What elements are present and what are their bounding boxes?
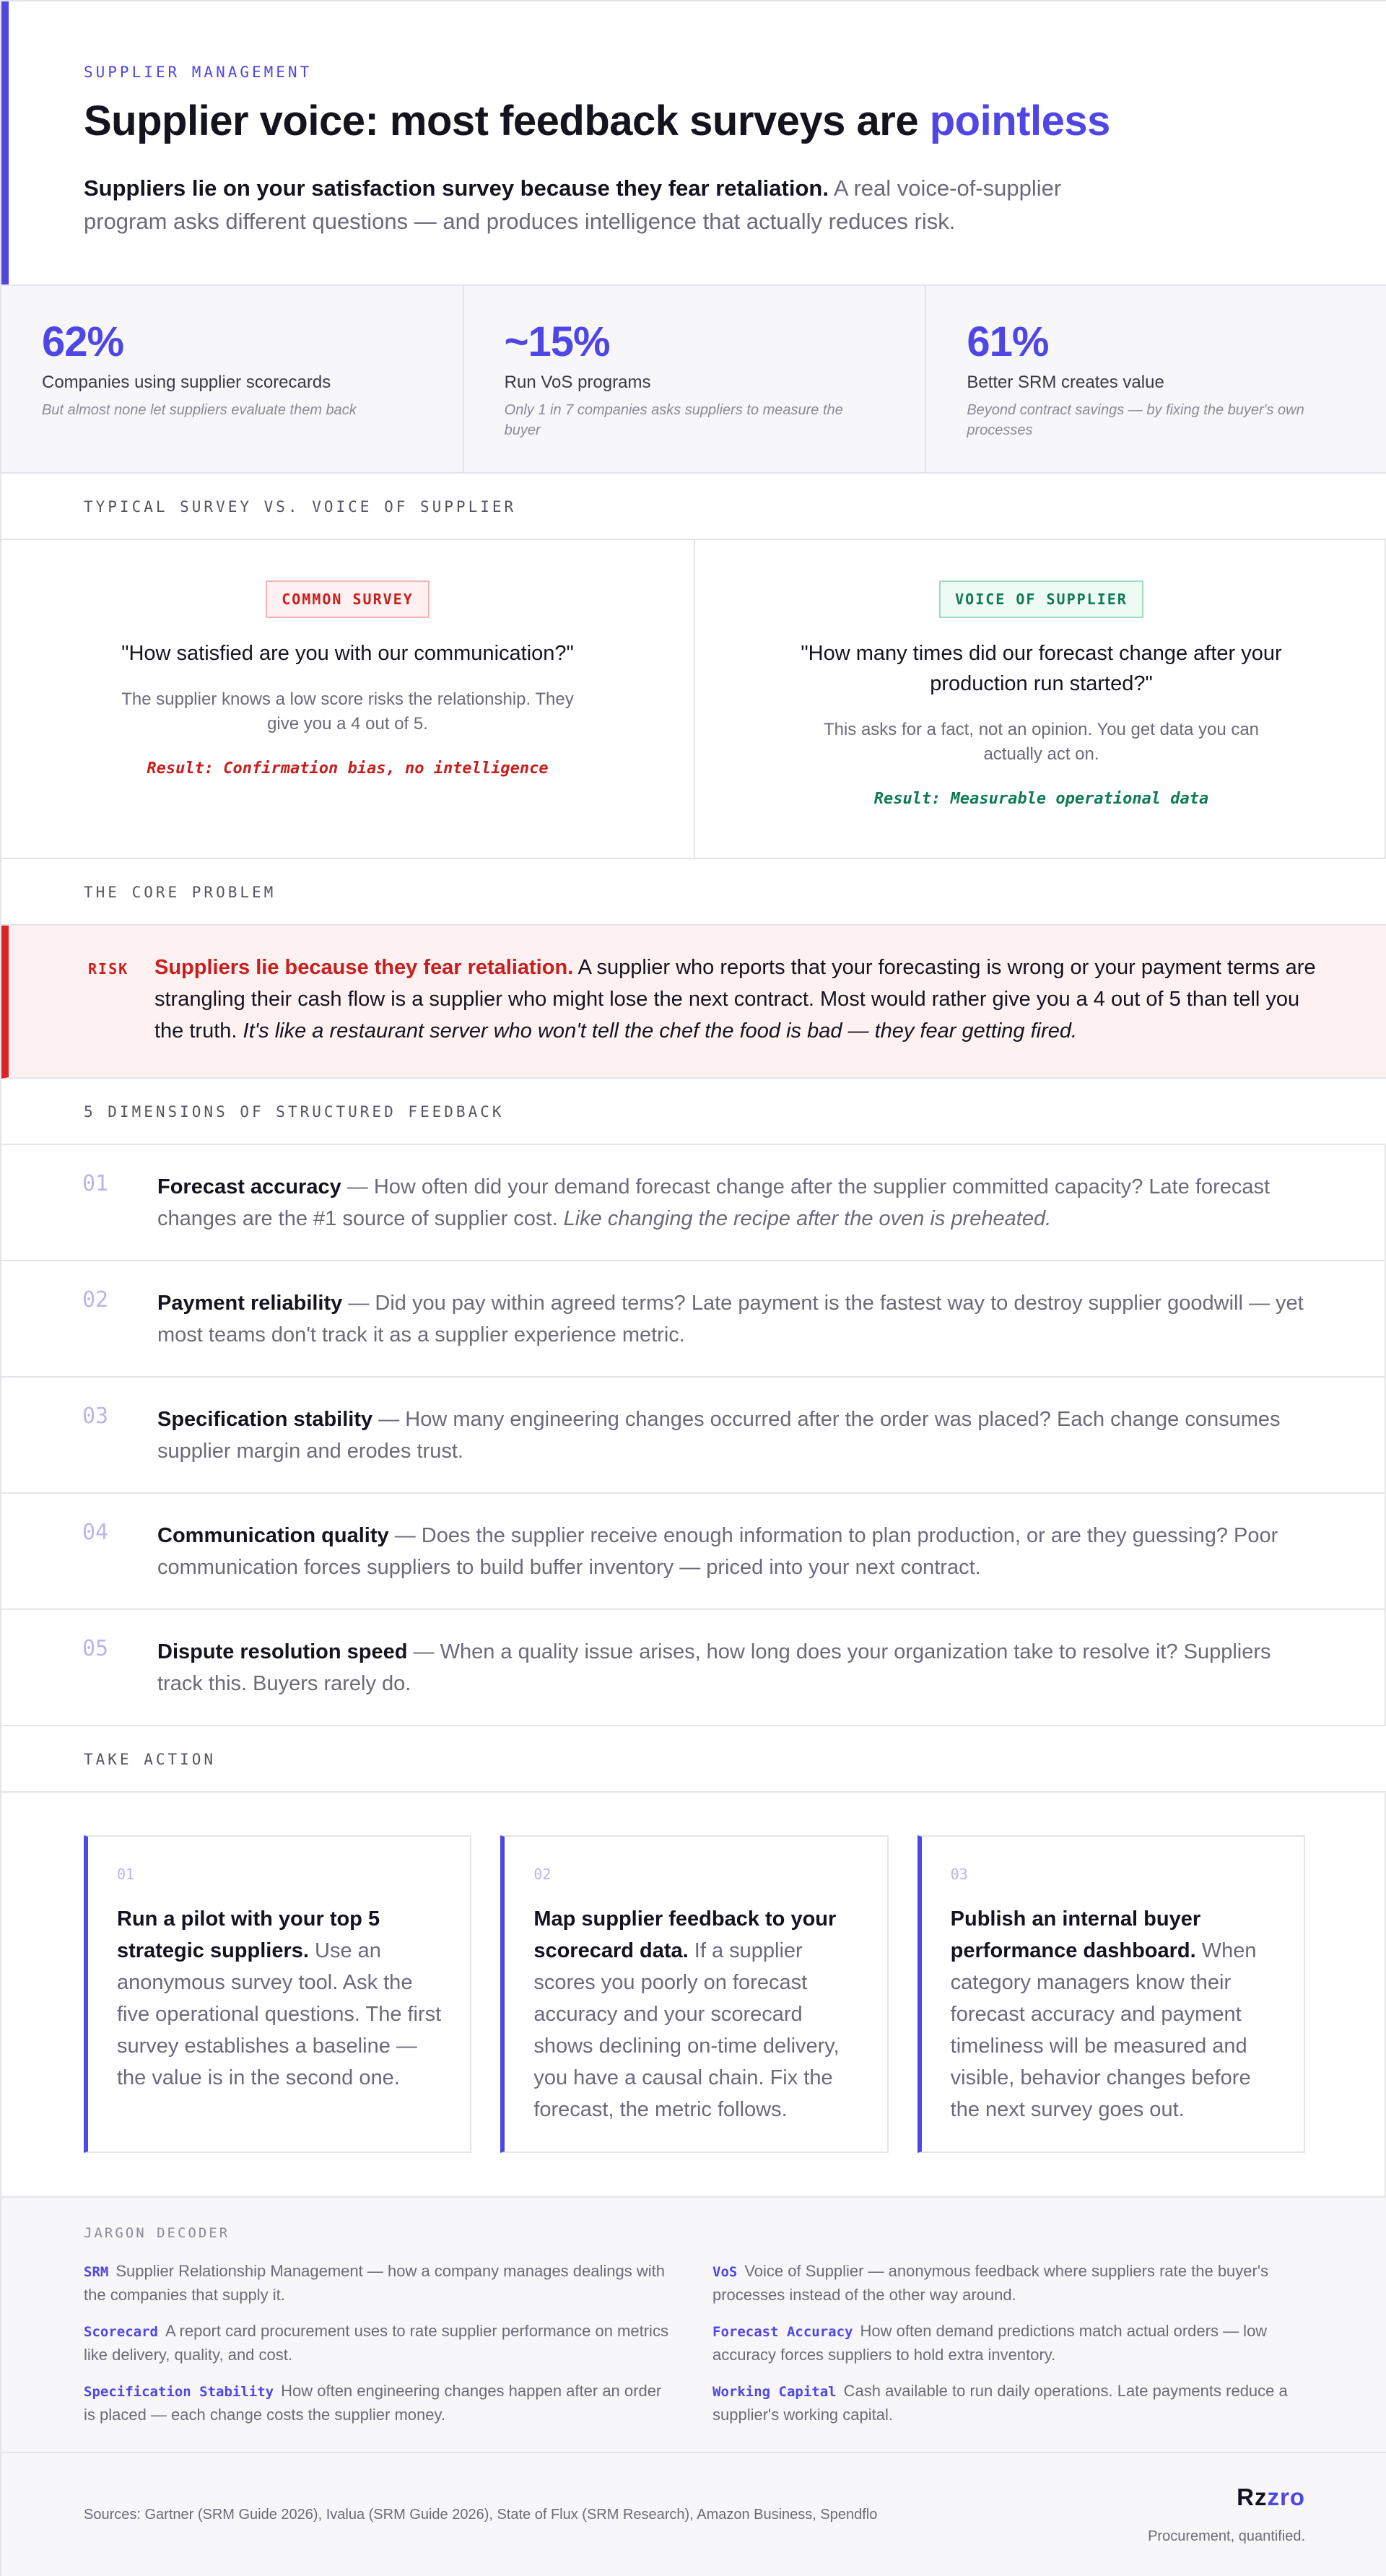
common-survey-panel (1, 540, 695, 858)
jargon-term: Scorecard (84, 2324, 158, 2340)
action-title: Publish an internal buyer performance dashboard. (950, 1907, 1201, 1962)
stat-label: Run VoS programs (504, 373, 651, 392)
jargon-item (84, 2260, 676, 2307)
jargon-def: Supplier Relationship Management — how a company manages dealings with the companies that supply it. (84, 2262, 665, 2304)
jargon-item (84, 2380, 676, 2427)
dimension-body: — How many engineering changes occurred after the order was placed? Each change consumes supplier margin and erodes trust. (157, 1408, 1281, 1463)
risk-lead: Suppliers lie because they fear retaliation. (154, 956, 574, 979)
jargon-decoder (1, 2196, 1386, 2453)
vos-tag: VOICE OF SUPPLIER (939, 580, 1143, 618)
vos-panel (695, 540, 1386, 858)
stat-note: But almost none let suppliers evaluate them back (42, 402, 357, 418)
jargon-term: SRM (84, 2264, 109, 2280)
tagline: Procurement, quantified. (1148, 2528, 1305, 2544)
action-number: 01 (117, 1866, 135, 1883)
vos-explain: This asks for a fact, not an opinion. You get data you can actually act on. (823, 720, 1260, 764)
dimension-text (157, 1287, 1312, 1351)
dimension-row (1, 1261, 1386, 1378)
section-label: 5 DIMENSIONS OF STRUCTURED FEEDBACK (84, 1103, 505, 1121)
action-title: Run a pilot with your top 5 strategic suppliers. (117, 1907, 380, 1962)
stats-row (1, 284, 1386, 474)
header (1, 1, 1386, 284)
dimension-title: Communication quality (157, 1524, 389, 1547)
jargon-def: How often demand predictions match actual orders — low accuracy forces suppliers to hold extra inventory. (712, 2322, 1268, 2364)
action-card (84, 1835, 471, 2153)
dimension-number: 02 (82, 1287, 109, 1313)
dimension-title: Dispute resolution speed (157, 1640, 408, 1663)
lede (84, 172, 1123, 238)
brand-part-a: Rz (1237, 2484, 1268, 2510)
action-card (500, 1835, 888, 2153)
action-body: If a supplier scores you poorly on forecast accuracy and your scorecard shows declining on-time delivery, you have a causal chain. Fix the forecast, the metric follows. (533, 1939, 840, 2121)
action-text (533, 1903, 859, 2125)
action-body: When category managers know their forecast accuracy and payment timeliness will be measured and visible, behavior changes before the next survey goes out. (950, 1939, 1257, 2121)
title-accent: pointless (929, 97, 1110, 144)
risk-callout (1, 926, 1386, 1079)
jargon-grid (84, 2260, 1305, 2427)
dimension-number: 01 (82, 1171, 109, 1196)
stat-card (464, 286, 927, 472)
dimension-text (157, 1171, 1312, 1235)
stat-note: Beyond contract savings — by fixing the buyer's own processes (967, 402, 1304, 438)
stat-label: Better SRM creates value (967, 373, 1164, 392)
section-label: TYPICAL SURVEY VS. VOICE OF SUPPLIER (84, 498, 517, 515)
comparison (1, 540, 1386, 859)
action-number: 03 (950, 1866, 968, 1883)
dimension-body: — Does the supplier receive enough information to plan production, or are they guessing? Poor communication forces suppliers to build buffer inventory — priced into your next contract. (157, 1524, 1278, 1579)
stat-value: 62% (42, 318, 124, 365)
action-text (951, 1903, 1276, 2125)
section-problem (1, 859, 1386, 926)
sources: Sources: Gartner (SRM Guide 2026), Ivalua (SRM Guide 2026), State of Flux (SRM Research), Amazon Business, Spendflo (84, 2507, 878, 2523)
stat-value: ~15% (504, 318, 610, 365)
brand-logo (1237, 2484, 1305, 2511)
eyebrow: SUPPLIER MANAGEMENT (84, 64, 313, 81)
jargon-item (712, 2260, 1305, 2307)
common-survey-explain: The supplier knows a low score risks the relationship. They give you a 4 out of 5. (121, 689, 574, 734)
dimension-title: Specification stability (157, 1408, 373, 1431)
dimension-number: 03 (82, 1404, 109, 1429)
action-card (918, 1835, 1305, 2153)
dimension-title: Payment reliability (157, 1292, 343, 1315)
jargon-term: Specification Stability (84, 2384, 274, 2400)
dimension-body: — When a quality issue arises, how long does your organization take to resolve it? Suppliers track this. Buyers rarely do. (157, 1640, 1271, 1695)
dimension-text (157, 1404, 1312, 1467)
section-compare (1, 474, 1386, 540)
action-title: Map supplier feedback to your scorecard data. (533, 1907, 837, 1962)
dimension-text (157, 1636, 1312, 1700)
lede-rest: A real voice-of-supplier program asks different questions — and produces intelligence that actually reduces risk. (84, 175, 1062, 234)
section-action (1, 1726, 1386, 1793)
risk-tag: RISK (88, 960, 129, 978)
dimension-row (1, 1378, 1386, 1494)
section-label: THE CORE PROBLEM (84, 884, 276, 901)
dimension-number: 05 (82, 1636, 109, 1661)
action-number: 02 (533, 1866, 552, 1883)
jargon-def: Cash available to run daily operations. Late payments reduce a supplier's working capital. (712, 2382, 1288, 2424)
jargon-def: How often engineering changes happen after an order is placed — each change costs the supplier money. (84, 2382, 662, 2424)
action-cards (84, 1835, 1305, 2153)
dimension-text (157, 1520, 1312, 1583)
stat-card (926, 286, 1386, 472)
common-survey-tag: COMMON SURVEY (266, 580, 430, 618)
jargon-item (712, 2380, 1305, 2427)
brand-part-b: zro (1267, 2484, 1305, 2510)
jargon-item (712, 2320, 1305, 2367)
common-survey-question: "How satisfied are you with our communication?" (121, 642, 574, 665)
jargon-term: VoS (712, 2264, 738, 2280)
common-survey-result: Result: Confirmation bias, no intelligence (147, 760, 549, 778)
dimension-row (1, 1610, 1386, 1726)
action-body: Use an anonymous survey tool. Ask the five operational questions. The first survey establishes a baseline — the value is in the second one. (117, 1939, 442, 2089)
vos-result: Result: Measurable operational data (873, 790, 1209, 808)
jargon-term: Forecast Accuracy (712, 2324, 853, 2340)
page-title (84, 97, 1110, 145)
dimension-number: 04 (82, 1520, 109, 1545)
section-dimensions (1, 1079, 1386, 1145)
dimension-row (1, 1145, 1386, 1261)
dimension-body: — Did you pay within agreed terms? Late payment is the fastest way to destroy supplier goodwill — yet most teams don't track it as a supplier experience metric. (157, 1292, 1304, 1346)
jargon-def: Voice of Supplier — anonymous feedback where suppliers rate the buyer's processes instead of the other way around. (712, 2262, 1269, 2304)
risk-body: A supplier who reports that your forecasting is wrong or your payment terms are strangling their cash flow is a supplier who might lose the next contract. Most would rather give you a 4 out of 5 than tell you the truth. (154, 956, 1316, 1043)
section-label: TAKE ACTION (84, 1751, 217, 1768)
vos-question: "How many times did our forecast change after your production run started?" (801, 642, 1282, 695)
jargon-term: Working Capital (712, 2384, 837, 2400)
stat-note: Only 1 in 7 companies asks suppliers to measure the buyer (504, 402, 843, 438)
stat-card (1, 286, 464, 472)
lede-bold: Suppliers lie on your satisfaction survey because they fear retaliation. (84, 175, 829, 201)
footer (1, 2453, 1386, 2576)
risk-italic: It's like a restaurant server who won't tell the chef the food is bad — they fear getting fired. (243, 1019, 1078, 1043)
risk-text (154, 952, 1324, 1047)
stat-value: 61% (967, 318, 1049, 365)
dimension-row (1, 1494, 1386, 1610)
jargon-title: JARGON DECODER (84, 2225, 230, 2241)
stat-label: Companies using supplier scorecards (42, 373, 331, 392)
dimension-italic: Like changing the recipe after the oven is preheated. (563, 1207, 1052, 1230)
dimension-title: Forecast accuracy (157, 1175, 341, 1198)
action-text (117, 1903, 443, 2094)
dimension-body: — How often did your demand forecast change after the supplier committed capacity? Late forecast changes are the #1 source of supplier cost. (157, 1175, 1270, 1230)
title-main: Supplier voice: most feedback surveys are (84, 97, 930, 144)
jargon-item (84, 2320, 676, 2367)
jargon-def: A report card procurement uses to rate supplier performance on metrics like delivery, quality, and cost. (84, 2322, 668, 2364)
